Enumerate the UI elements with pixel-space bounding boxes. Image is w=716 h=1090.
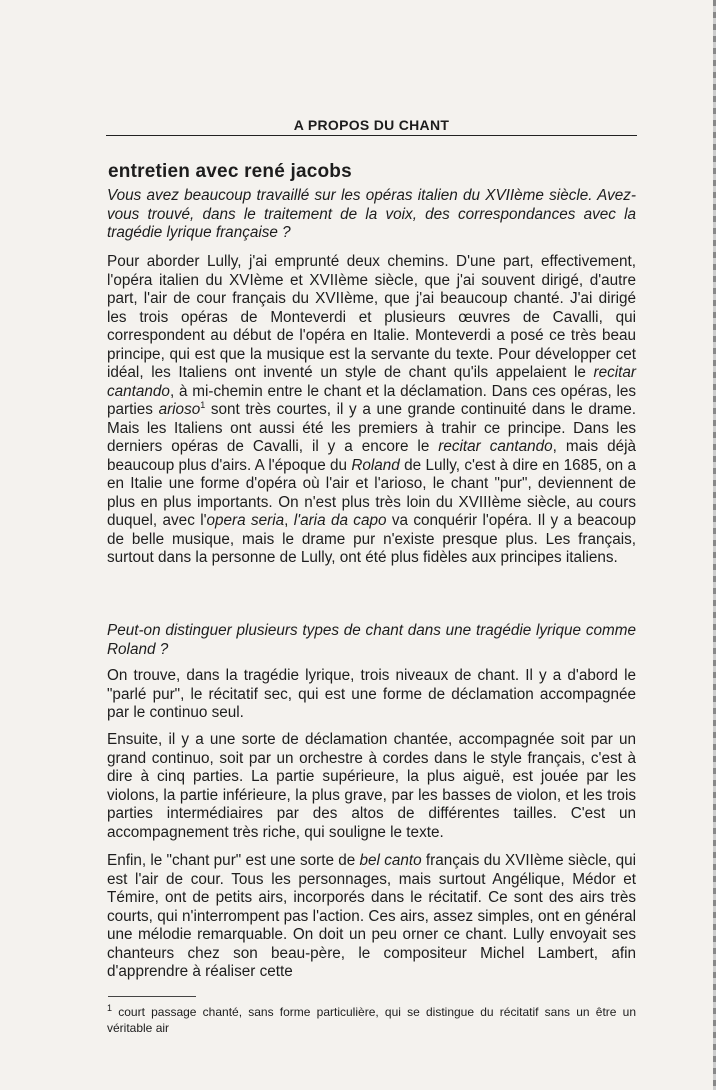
text-run: , à mi-chemin entre le chant et la déclamation. Dans ces opéras, les parties: [107, 382, 636, 418]
text-run: , mais déjà beaucoup plus d'airs. A l'époque du: [107, 438, 636, 474]
footnote-mark: 1: [107, 1003, 113, 1013]
running-header: A PROPOS DU CHANT: [293, 117, 450, 133]
footnote-rule: [108, 996, 196, 997]
italic-term: arioso: [158, 401, 201, 418]
answer-paragraph-3: Ensuite, il y a une sorte de déclamation chantée, accompagnée soit par un grand continuo, soit par un orchestre à cordes dans le style français, c'est à dire à cinq parties. La partie supérieure, la plus aiguë, est jouée par les violons, la partie inférieure, la plus grave, par les basses de violon, et les trois parties intermédiaires par des altos de différentes tailles. C'est un accompagnement très riche, qui souligne le texte.: [107, 731, 636, 841]
question-2: Peut-on distinguer plusieurs types de chant dans une tragédie lyrique comme Roland ?: [107, 622, 636, 658]
text-run: Enfin, le "chant pur" est une sorte de: [107, 852, 360, 869]
footnote-ref: 1: [200, 399, 206, 410]
header-rule: [106, 135, 637, 136]
text-run: Pour aborder Lully, j'ai emprunté deux chemins. D'une part, effectivement, l'opéra italien du XVIème et XVIIème siècle, que j'ai souvent dirigé, d'autre part, l'air de cour français du XVIIème, que j'ai beaucoup chanté. J'ai dirigé les trois opéras de Monteverdi et plusieurs œuvres de Cavalli, qui correspondent au début de l'opéra en Italie. Monteverdi a posé ce très beau principe, qui est que la musique est la servante du texte. Pour développer cet idéal, les Italiens ont inventé un style de chant qu'ils appelaient le: [107, 253, 636, 381]
answer-paragraph-1: [107, 253, 636, 568]
italic-term: recitar cantando: [107, 364, 636, 400]
footnote-text: court passage chanté, sans forme particulière, qui se distingue du récitatif sans un être un véritable air: [107, 1005, 636, 1035]
italic-term: bel canto: [359, 852, 422, 869]
text-run: va conquérir l'opéra. Il y a beacoup de belle musique, mais le drame pur n'existe presque plus. Les français, surtout dans la personne de Lully, ont été plus fidèles aux principes italiens.: [107, 512, 637, 566]
italic-term: l'aria da capo: [293, 512, 387, 529]
answer-paragraph-2: On trouve, dans la tragédie lyrique, trois niveaux de chant. Il y a d'abord le "parlé pur", le récitatif sec, qui est une forme de déclamation accompagnée par le continuo seul.: [107, 667, 636, 721]
footnote: [107, 1005, 636, 1036]
text-run: français du XVIIème siècle, qui est l'air de cour. Tous les personnages, mais surtout Angélique, Médor et Témire, ont de petits airs, incorporés dans le récitatif. Ce sont des airs très courts, qui n'interrompent pas l'action. Ces airs, assez simples, ont en général une mélodie remarquable. On doit un peu orner ce chant. Lully envoyait ses chanteurs chez son beau-père, le compositeur Michel Lambert, afin d'apprendre à réaliser cette: [107, 852, 636, 980]
text-run: ,: [284, 512, 294, 529]
article-title: entretien avec rené jacobs: [108, 161, 352, 182]
italic-term: opera seria: [206, 512, 285, 529]
text-run: sont très courtes, il y a une grande continuité dans le drame. Mais les Italiens ont aussi été les premiers à trahir ce principe. Dans les derniers opéras de Cavalli, il y a encore le: [107, 401, 636, 455]
question-1: Vous avez beaucoup travaillé sur les opéras italien du XVIIème siècle. Avez-vous trouvé, dans le traitement de la voix, des correspondances avec la tragédie lyrique française ?: [107, 187, 636, 241]
text-run: de Lully, c'est à dire en 1685, on a en Italie une forme d'opéra où l'air et l'arioso, le chant "pur", deviennent de plus en plus importants. On n'est plus très loin du XVIIIème siècle, au cours duquel, avec l': [107, 456, 636, 529]
answer-paragraph-4: [107, 852, 636, 982]
italic-term: recitar cantando: [438, 438, 553, 455]
italic-term: Roland: [351, 456, 400, 474]
